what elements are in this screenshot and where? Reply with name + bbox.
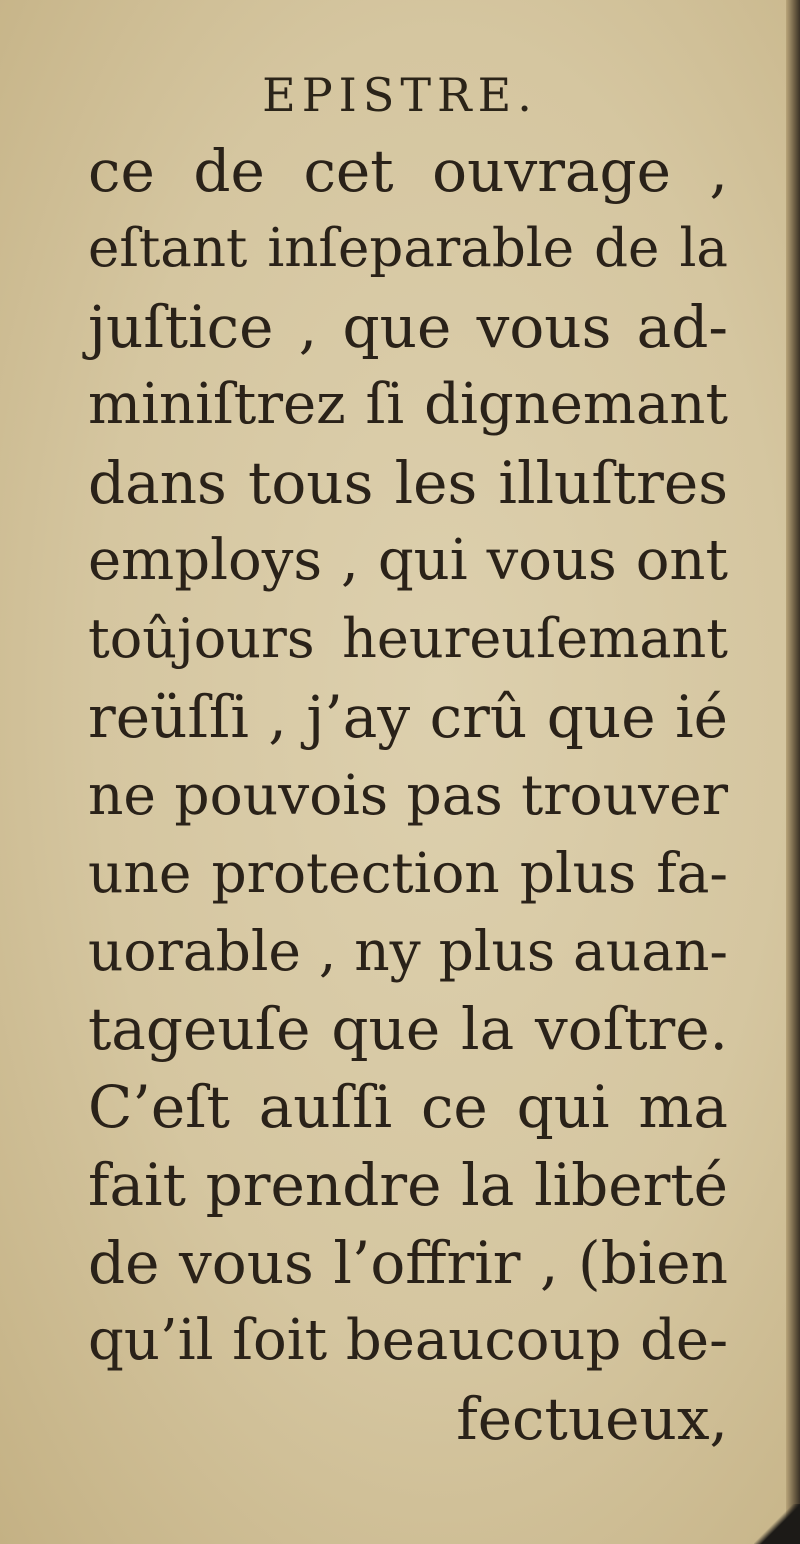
text-line: C’eſt auſſi ce qui ma (88, 1073, 728, 1141)
text-line: eſtant inſeparable de la (88, 218, 728, 279)
text-line: de vous l’offrir , (bien (88, 1229, 728, 1297)
text-line: une protection plus fa- (88, 841, 728, 905)
text-line: tageuſe que la voſtre. (88, 995, 728, 1063)
text-line: miniſtrez ſi dignemant (88, 372, 728, 437)
text-line: juſtice , que vous ad- (88, 293, 728, 361)
text-line: toûjours heureuſemant (88, 607, 728, 670)
torn-corner (754, 1504, 800, 1544)
text-line: reüſſi , j’ay crû que ié (88, 683, 728, 751)
text-line: fait prendre la liberté (88, 1151, 728, 1219)
running-header: EPISTRE. (262, 68, 538, 122)
text-line: uorable , ny plus auan- (88, 919, 728, 983)
body-text (88, 132, 728, 1458)
text-line: ne pouvois pas trouver (88, 763, 728, 827)
page-binding-edge (786, 0, 800, 1544)
text-line: dans tous les illuſtres (88, 449, 728, 517)
text-line: qu’il ſoit beaucoup de- (88, 1308, 728, 1373)
text-line: ce de cet ouvrage , (88, 137, 728, 205)
text-line: employs , qui vous ont (88, 528, 728, 593)
catchword: fectueux, (456, 1385, 728, 1453)
